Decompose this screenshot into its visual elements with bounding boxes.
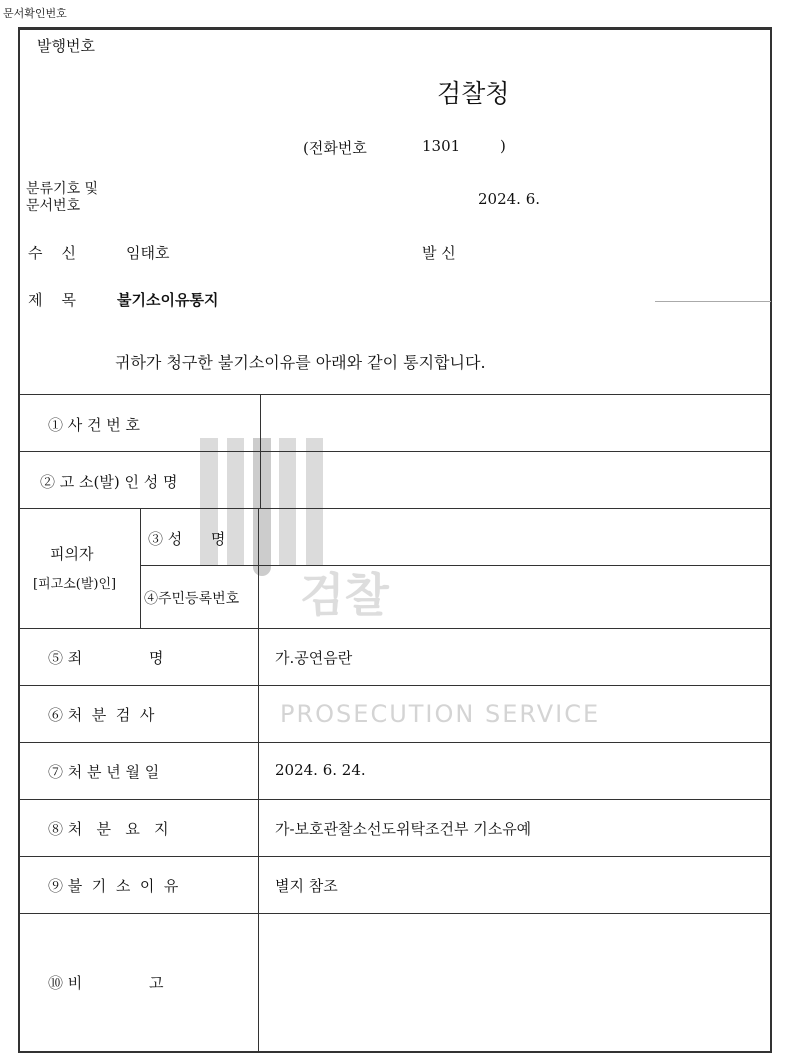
disposition-summary-value: 가-보호관찰소선도위탁조건부 기소유예 xyxy=(275,820,532,838)
classification-label-2: 문서번호 xyxy=(26,198,81,214)
remarks-label: ⑩ 비 고 xyxy=(48,974,164,992)
phone-close: ) xyxy=(500,137,506,155)
classification-label-1: 분류기호 및 xyxy=(26,181,99,197)
recipient-name: 임태호 xyxy=(126,244,170,262)
reason-label: ⑨ 불 기 소 이 유 xyxy=(48,877,179,895)
reason-value: 별지 참조 xyxy=(275,877,338,895)
classification-label xyxy=(26,181,98,215)
disposition-date-value: 2024. 6. 24. xyxy=(275,761,366,779)
suspect-rrn-label: ④주민등록번호 xyxy=(144,591,240,607)
charge-label: ⑤ 죄 명 xyxy=(48,649,164,667)
intro-text: 귀하가 청구한 불기소이유를 아래와 같이 통지합니다. xyxy=(115,353,486,372)
suspect-group-sublabel: [피고소(발)인] xyxy=(33,577,117,592)
subject-label: 제 목 xyxy=(28,291,77,309)
agency-name: 검찰청 xyxy=(437,79,510,108)
prosecutor-label: ⑥ 처 분 검 사 xyxy=(48,706,155,724)
sender-label: 발 신 xyxy=(422,244,456,262)
document-date: 2024. 6. xyxy=(478,190,541,208)
phone-label: (전화번호 xyxy=(303,139,367,157)
case-no-label: ① 사 건 번 호 xyxy=(48,416,141,434)
issue-no-label: 발행번호 xyxy=(37,37,95,55)
document-frame xyxy=(18,27,772,1053)
suspect-name-label: ③ 성 명 xyxy=(148,530,226,548)
suspect-group-label: 피의자 xyxy=(50,545,94,563)
disposition-summary-label: ⑧ 처 분 요 지 xyxy=(48,820,169,838)
charge-value: 가.공연음란 xyxy=(275,649,353,667)
divider xyxy=(655,301,771,302)
phone-number: 1301 xyxy=(422,137,461,155)
complainant-label: ② 고 소(발) 인 성 명 xyxy=(40,473,178,491)
doc-confirm-label: 문서확인번호 xyxy=(3,7,67,20)
subject-text: 불기소이유통지 xyxy=(117,291,219,309)
watermark-korean: 검찰 xyxy=(300,568,389,622)
recipient-label: 수 신 xyxy=(28,244,77,262)
disposition-date-label: ⑦ 처 분 년 월 일 xyxy=(48,763,160,781)
watermark-english: PROSECUTION SERVICE xyxy=(280,700,601,728)
